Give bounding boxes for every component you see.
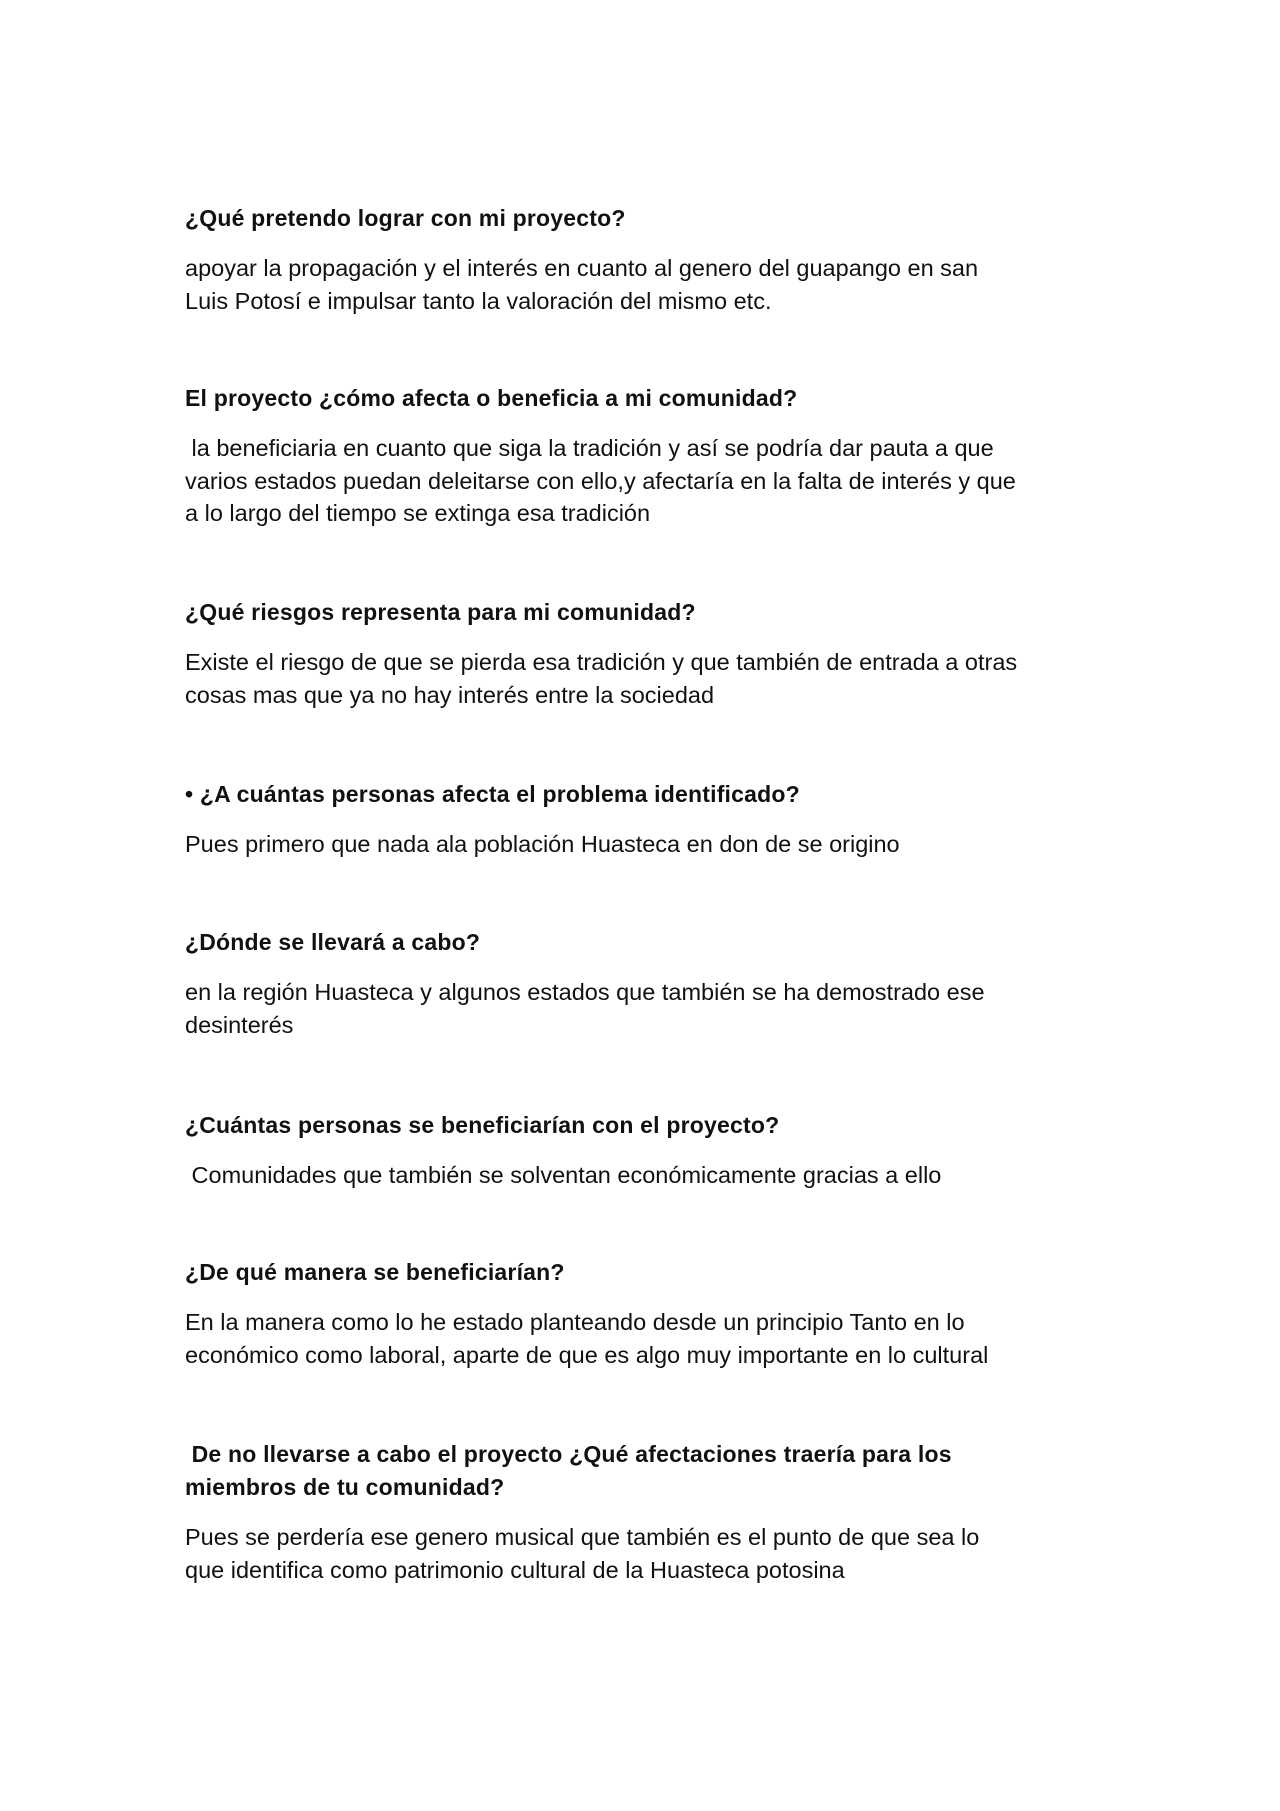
question-heading <box>185 596 1145 629</box>
qa-section <box>185 778 1145 861</box>
answer-line: Existe el riesgo de que se pierda esa tradición y que también de entrada a otras <box>185 649 1018 675</box>
qa-section <box>185 382 1145 530</box>
answer-paragraph <box>185 252 1145 317</box>
qa-section <box>185 202 1145 317</box>
question-heading <box>185 202 1145 235</box>
question-line: ¿Dónde se llevará a cabo? <box>185 929 481 955</box>
answer-paragraph <box>185 976 1145 1041</box>
question-heading <box>185 1109 1145 1142</box>
answer-line: varios estados puedan deleitarse con ello,y afectaría en la falta de interés y que <box>185 467 1016 494</box>
answer-line: en la región Huasteca y algunos estados que también se ha demostrado ese <box>185 979 985 1005</box>
question-line: miembros de tu comunidad? <box>185 1474 505 1500</box>
answer-line: desinterés <box>185 1011 294 1038</box>
question-heading <box>185 382 1145 415</box>
question-line: ¿Qué pretendo lograr con mi proyecto? <box>185 205 626 231</box>
answer-paragraph <box>185 432 1145 530</box>
answer-line: que identifica como patrimonio cultural de la Huasteca potosina <box>185 1556 845 1583</box>
qa-section <box>185 1438 1145 1586</box>
question-heading <box>185 1256 1145 1289</box>
qa-section <box>185 1109 1145 1192</box>
question-line: • ¿A cuántas personas afecta el problema identificado? <box>185 781 800 807</box>
answer-line: Pues primero que nada ala población Huasteca en don de se origino <box>185 831 900 857</box>
answer-line: Luis Potosí e impulsar tanto la valoración del mismo etc. <box>185 287 772 314</box>
answer-line: económico como laboral, aparte de que es algo muy importante en lo cultural <box>185 1341 989 1368</box>
question-line: ¿Qué riesgos representa para mi comunidad? <box>185 599 696 625</box>
qa-section <box>185 926 1145 1041</box>
question-heading <box>185 926 1145 959</box>
question-line: ¿De qué manera se beneficiarían? <box>185 1259 565 1285</box>
answer-line: cosas mas que ya no hay interés entre la sociedad <box>185 681 715 708</box>
answer-line: En la manera como lo he estado planteando desde un principio Tanto en lo <box>185 1309 965 1335</box>
answer-paragraph <box>185 1521 1145 1586</box>
question-heading <box>185 778 1145 811</box>
qa-section <box>185 596 1145 711</box>
answer-line: la beneficiaria en cuanto que siga la tradición y así se podría dar pauta a que <box>185 435 994 461</box>
qa-section <box>185 1256 1145 1371</box>
question-line: ¿Cuántas personas se beneficiarían con el proyecto? <box>185 1112 780 1138</box>
answer-line: Comunidades que también se solventan económicamente gracias a ello <box>185 1162 942 1188</box>
answer-paragraph <box>185 1159 1145 1192</box>
answer-line: apoyar la propagación y el interés en cuanto al genero del guapango en san <box>185 255 979 281</box>
answer-paragraph <box>185 1306 1145 1371</box>
answer-paragraph <box>185 646 1145 711</box>
question-line: De no llevarse a cabo el proyecto ¿Qué afectaciones traería para los <box>185 1441 952 1467</box>
question-line: El proyecto ¿cómo afecta o beneficia a mi comunidad? <box>185 385 798 411</box>
question-heading <box>185 1438 1145 1504</box>
answer-paragraph <box>185 828 1145 861</box>
answer-line: a lo largo del tiempo se extinga esa tradición <box>185 500 651 527</box>
answer-line: Pues se perdería ese genero musical que también es el punto de que sea lo <box>185 1524 980 1550</box>
